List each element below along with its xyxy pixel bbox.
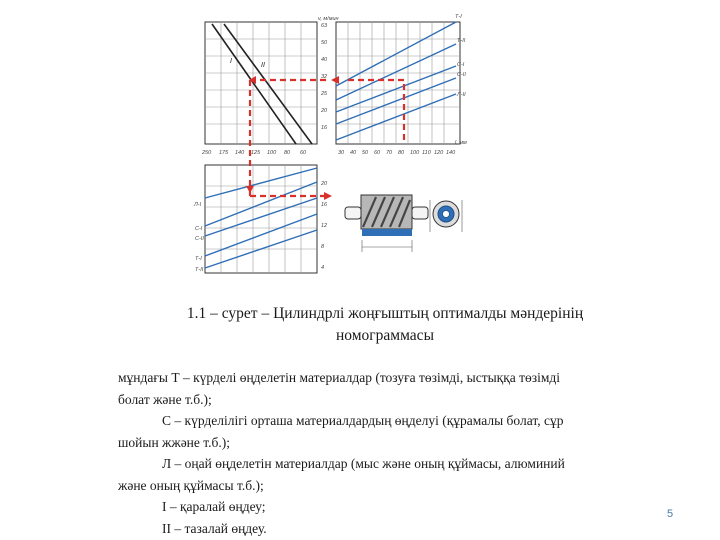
x-axis-label: l, мм [455,140,467,146]
y-tick: 20 [321,181,328,187]
curve-label-I: I [230,58,232,65]
legend-t-line-1: мұндағы Т – күрделі өңделетін материалдар (тозуға төзімді, ыстыққа төзімді [118,370,561,385]
figure-caption [140,303,630,347]
bottom-left-panel [193,165,328,273]
curve-label-II: II [261,62,265,69]
curve-label: Т-I [455,14,462,20]
x-tick: 80 [284,150,291,156]
x-tick: 30 [338,150,345,156]
y-tick: 32 [321,74,328,80]
y-tick: 16 [321,202,328,208]
legend-i-line: I – қаралай өңдеу; [162,499,266,514]
y-tick: 50 [321,40,328,46]
y-tick: 63 [321,23,328,29]
x-tick: 80 [398,150,405,156]
curve-label: Л-II [457,92,466,98]
x-tick: 140 [235,150,245,156]
y-tick: 40 [321,57,328,63]
x-tick: 40 [350,150,357,156]
x-tick: 60 [374,150,381,156]
x-tick: 100 [410,150,420,156]
y-tick: 16 [321,125,328,131]
x-tick: 175 [219,150,229,156]
x-tick: 110 [422,150,431,156]
legend-c-line-1: С – күрделілігі орташа материалдардың өңделуі (құрамалы болат, сұр [162,413,564,428]
curve-label: Т-I [195,256,202,262]
legend-text [118,367,648,539]
x-tick: 125 [251,150,261,156]
x-tick: 120 [434,150,444,156]
curve-label: С-II [195,236,204,242]
x-tick: 60 [300,150,307,156]
page-number: 5 [667,508,674,520]
x-tick: 140 [446,150,456,156]
caption-line-2: номограммасы [336,327,434,344]
x-tick: 70 [386,150,393,156]
x-tick: 250 [202,150,212,156]
cylindrical-milling-cutter-diagram [345,195,462,252]
x-tick: 50 [362,150,369,156]
legend-l-line-2: және оның құймасы т.б.); [118,477,264,493]
top-right-panel [336,14,467,156]
legend-t-line-2: болат және т.б.); [118,391,212,407]
y-tick: 12 [321,223,328,229]
top-left-panel [201,16,339,156]
x-tick: 100 [267,150,277,156]
y-axis-label: v, м/мин [318,16,339,22]
y-tick: 8 [321,244,325,250]
curve-label: С-I [457,62,465,68]
legend-l-line-1: Л – оңай өңделетін материалдар (мыс және оның құймасы, алюминий [162,456,565,471]
curve-label: С-II [457,72,466,78]
curve-label: Т-II [457,38,466,44]
y-tick: 20 [321,108,328,114]
y-tick: 25 [321,91,328,97]
legend-c-line-2: шойын жжәне т.б.); [118,434,231,450]
y-tick: 4 [321,265,325,271]
legend-ii-line: II – тазалай өңдеу. [162,520,267,536]
curve-label: Л-I [194,202,202,208]
caption-line-1: 1.1 – сурет – Цилиндрлі жоңғыштың оптималды мәндерінің [186,305,584,322]
curve-label: Т-II [195,267,204,273]
curve-label: С-I [195,226,203,232]
